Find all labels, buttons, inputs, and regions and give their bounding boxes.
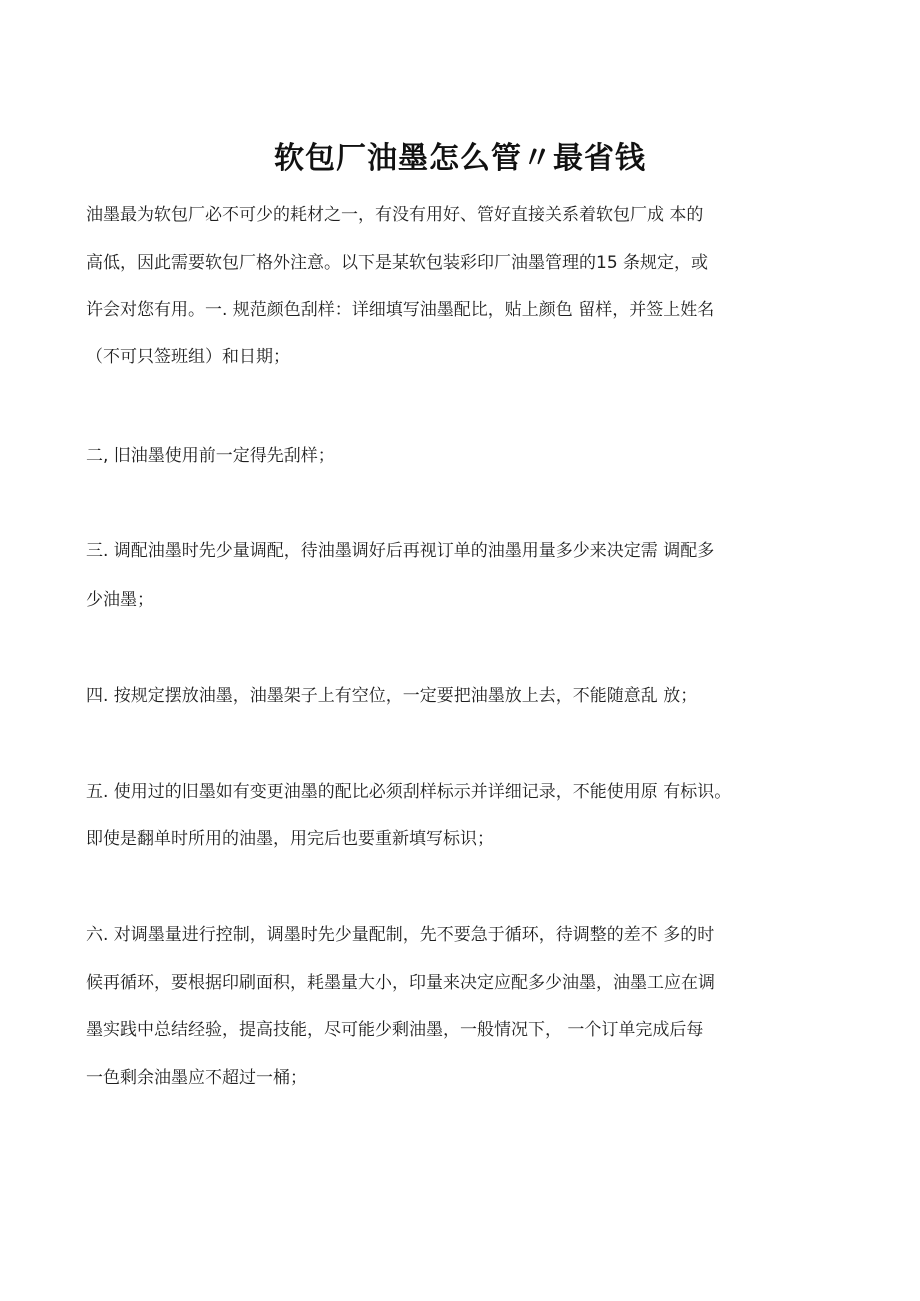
paragraph-line: 高低，因此需要软包厂格外注意。以下是某软包装彩印厂油墨管理的15 条规定，或: [86, 253, 709, 273]
paragraph-line: 三. 调配油墨时先少量调配，待油墨调好后再视订单的油墨用量多少来决定需 调配多: [86, 541, 715, 561]
paragraph-line: 墨实践中总结经验，提高技能，尽可能少剩油墨，一般情况下， 一个订单完成后每: [86, 1020, 704, 1040]
paragraph-line: 油墨最为软包厂必不可少的耗材之一，有没有用好、管好直接关系着软包厂成 本的: [86, 205, 704, 225]
paragraph-line: 即使是翻单时所用的油墨，用完后也要重新填写标识；: [86, 829, 494, 849]
paragraph-line: 一色剩余油墨应不超过一桶；: [86, 1068, 307, 1088]
document-title: 软包厂油墨怎么管〃最省钱: [274, 141, 646, 176]
paragraph-line: 少油墨；: [86, 590, 154, 610]
paragraph-line: 二, 旧油墨使用前一定得先刮样；: [86, 446, 335, 466]
paragraph-line: 六. 对调墨量进行控制，调墨时先少量配制，先不要急于循环，待调整的差不 多的时: [86, 925, 715, 945]
paragraph-line: （不可只签班组）和日期；: [86, 347, 290, 367]
paragraph-line: 许会对您有用。一. 规范颜色刮样：详细填写油墨配比，贴上颜色 留样，并签上姓名: [86, 300, 715, 320]
paragraph-line: 四. 按规定摆放油墨，油墨架子上有空位，一定要把油墨放上去，不能随意乱 放；: [86, 686, 698, 706]
paragraph-line: 候再循环，要根据印刷面积，耗墨量大小，印量来决定应配多少油墨，油墨工应在调: [86, 973, 715, 993]
paragraph-line: 五. 使用过的旧墨如有变更油墨的配比必须刮样标示并详细记录，不能使用原 有标识。: [86, 782, 732, 802]
